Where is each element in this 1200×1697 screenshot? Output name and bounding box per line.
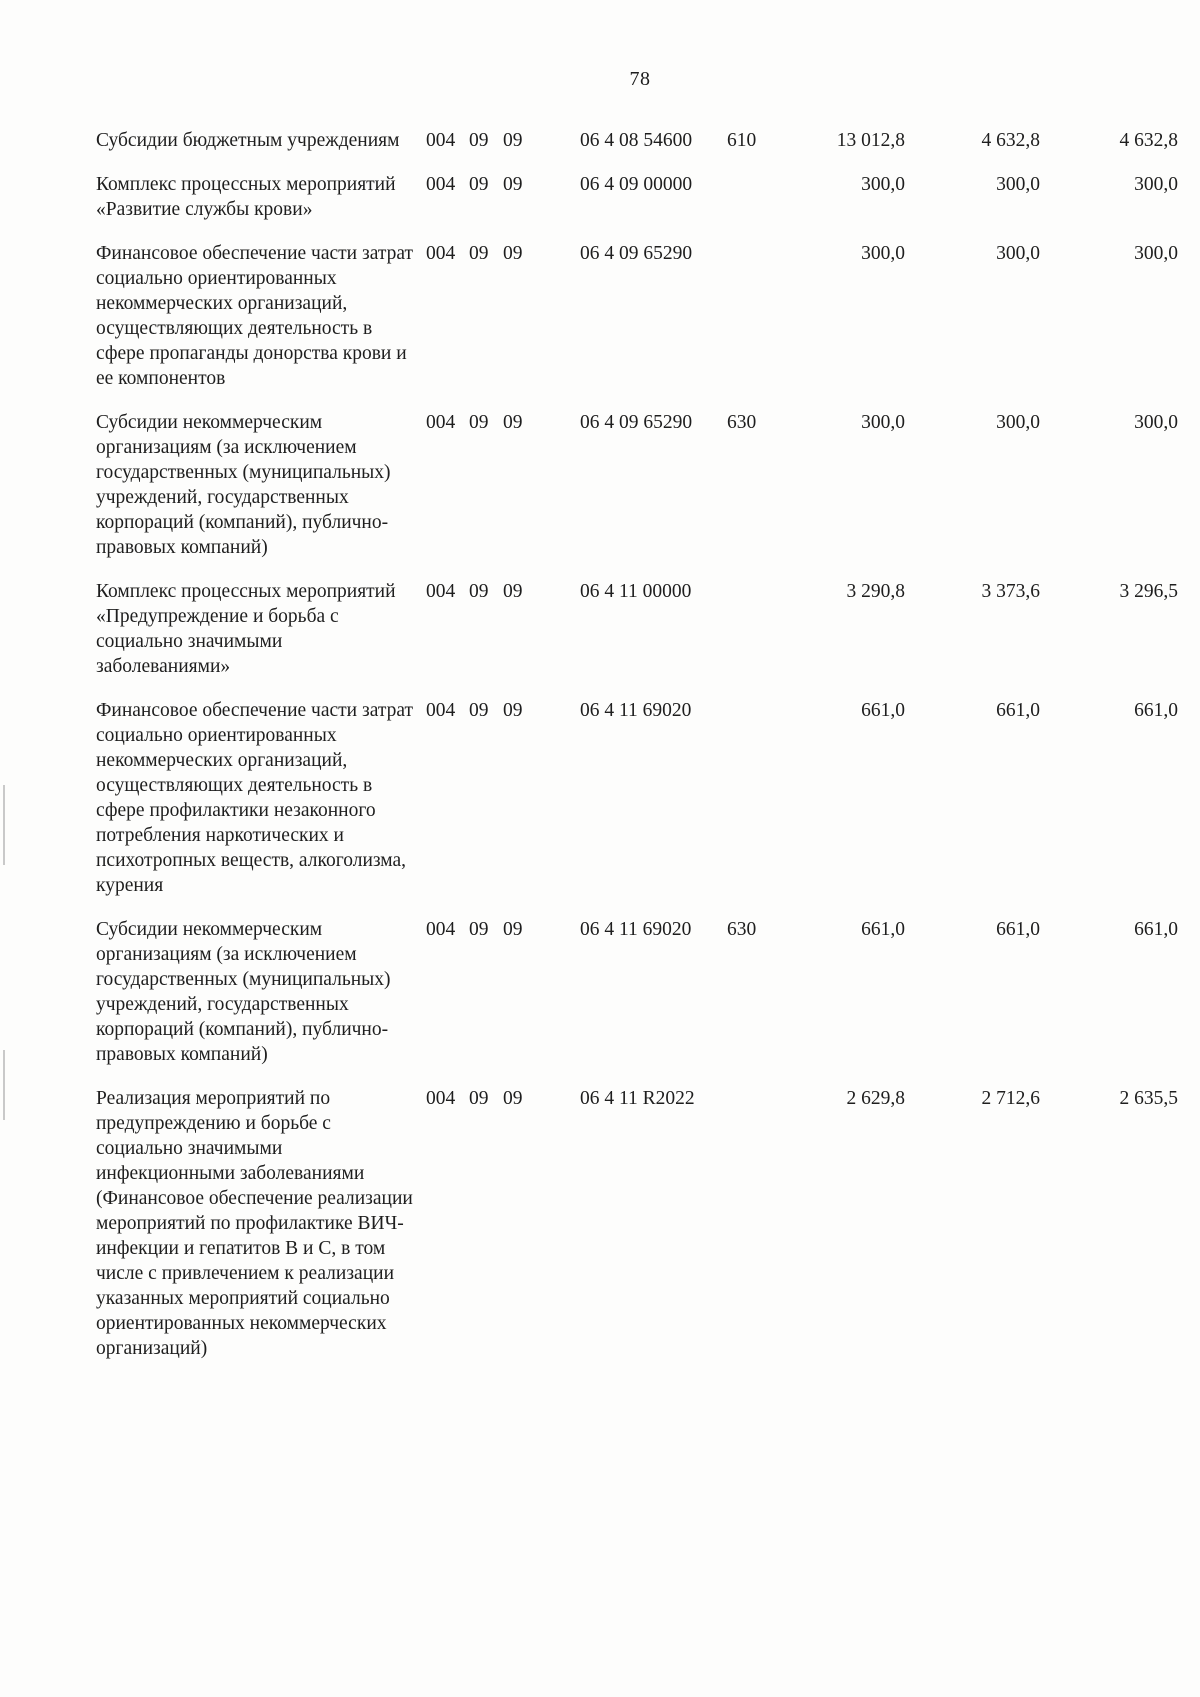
page-number: 78	[629, 68, 651, 90]
amount-year-3: 300,0	[1134, 412, 1178, 433]
amount-year-1: 661,0	[861, 919, 905, 940]
subsection-code: 09	[503, 581, 523, 602]
expense-type-code: 610	[727, 130, 757, 151]
row-name: Субсидии некоммерческим организациям (за исключением государственных (муниципальных) учреждений, государственных корпораций (компаний), публично-правовых компаний)	[96, 919, 391, 1065]
ved-code: 004	[426, 1088, 456, 1109]
target-article-code: 06 4 11 R2022	[580, 1088, 695, 1109]
target-article-code: 06 4 11 69020	[580, 919, 692, 940]
subsection-code: 09	[503, 130, 523, 151]
ved-code: 004	[426, 919, 456, 940]
budget-table	[96, 128, 1186, 1380]
row-name: Реализация мероприятий по предупреждению и борьбе с социально значимыми инфекционными заболеваниями (Финансовое обеспечение реализации мероприятий по профилактике ВИЧ-инфекции и гепатитов В и С, в том числе с привлечением к реализации указанных мероприятий социально ориентированных некоммерческих организаций)	[96, 1088, 413, 1359]
section-code: 09	[469, 700, 489, 721]
target-article-code: 06 4 08 54600	[580, 130, 693, 151]
amount-year-3: 2 635,5	[1119, 1088, 1178, 1109]
amount-year-2: 300,0	[996, 243, 1040, 264]
row-name: Комплекс процессных мероприятий «Развитие службы крови»	[96, 174, 396, 220]
amount-year-2: 661,0	[996, 700, 1040, 721]
amount-year-2: 4 632,8	[981, 130, 1040, 151]
ved-code: 004	[426, 130, 456, 151]
amount-year-3: 4 632,8	[1119, 130, 1178, 151]
table-row	[96, 241, 1186, 391]
amount-year-3: 3 296,5	[1119, 581, 1178, 602]
amount-year-1: 2 629,8	[846, 1088, 905, 1109]
section-code: 09	[469, 174, 489, 195]
amount-year-2: 300,0	[996, 174, 1040, 195]
amount-year-3: 661,0	[1134, 919, 1178, 940]
target-article-code: 06 4 11 00000	[580, 581, 692, 602]
section-code: 09	[469, 581, 489, 602]
subsection-code: 09	[503, 174, 523, 195]
scan-margin-mark	[3, 1050, 5, 1120]
amount-year-3: 300,0	[1134, 243, 1178, 264]
expense-type-code: 630	[727, 412, 757, 433]
subsection-code: 09	[503, 919, 523, 940]
amount-year-1: 661,0	[861, 700, 905, 721]
amount-year-1: 3 290,8	[846, 581, 905, 602]
amount-year-3: 661,0	[1134, 700, 1178, 721]
ved-code: 004	[426, 174, 456, 195]
table-row	[96, 410, 1186, 560]
row-name: Субсидии некоммерческим организациям (за исключением государственных (муниципальных) учреждений, государственных корпораций (компаний), публично-правовых компаний)	[96, 412, 391, 558]
section-code: 09	[469, 130, 489, 151]
amount-year-1: 300,0	[861, 243, 905, 264]
amount-year-2: 3 373,6	[981, 581, 1040, 602]
row-name: Финансовое обеспечение части затрат социально ориентированных некоммерческих организаций, осуществляющих деятельность в сфере пропаганды донорства крови и ее компонентов	[96, 243, 414, 389]
expense-type-code: 630	[727, 919, 757, 940]
ved-code: 004	[426, 243, 456, 264]
section-code: 09	[469, 412, 489, 433]
section-code: 09	[469, 919, 489, 940]
target-article-code: 06 4 11 69020	[580, 700, 692, 721]
ved-code: 004	[426, 581, 456, 602]
amount-year-1: 13 012,8	[836, 130, 905, 151]
ved-code: 004	[426, 700, 456, 721]
target-article-code: 06 4 09 65290	[580, 412, 693, 433]
section-code: 09	[469, 1088, 489, 1109]
scan-margin-mark	[3, 785, 5, 865]
amount-year-1: 300,0	[861, 412, 905, 433]
subsection-code: 09	[503, 243, 523, 264]
row-name: Финансовое обеспечение части затрат социально ориентированных некоммерческих организаций, осуществляющих деятельность в сфере профилактики незаконного потребления наркотических и психотропных веществ, алкоголизма, курения	[96, 700, 414, 896]
table-row	[96, 128, 1186, 153]
subsection-code: 09	[503, 1088, 523, 1109]
table-row	[96, 698, 1186, 898]
section-code: 09	[469, 243, 489, 264]
row-name: Субсидии бюджетным учреждениям	[96, 130, 400, 151]
amount-year-2: 300,0	[996, 412, 1040, 433]
amount-year-3: 300,0	[1134, 174, 1178, 195]
amount-year-2: 661,0	[996, 919, 1040, 940]
table-row	[96, 579, 1186, 679]
row-name: Комплекс процессных мероприятий «Предупреждение и борьба с социально значимыми заболеваниями»	[96, 581, 396, 677]
table-row	[96, 917, 1186, 1067]
subsection-code: 09	[503, 700, 523, 721]
ved-code: 004	[426, 412, 456, 433]
target-article-code: 06 4 09 00000	[580, 174, 693, 195]
table-row	[96, 1086, 1186, 1361]
subsection-code: 09	[503, 412, 523, 433]
target-article-code: 06 4 09 65290	[580, 243, 693, 264]
amount-year-2: 2 712,6	[981, 1088, 1040, 1109]
amount-year-1: 300,0	[861, 174, 905, 195]
table-row	[96, 172, 1186, 222]
